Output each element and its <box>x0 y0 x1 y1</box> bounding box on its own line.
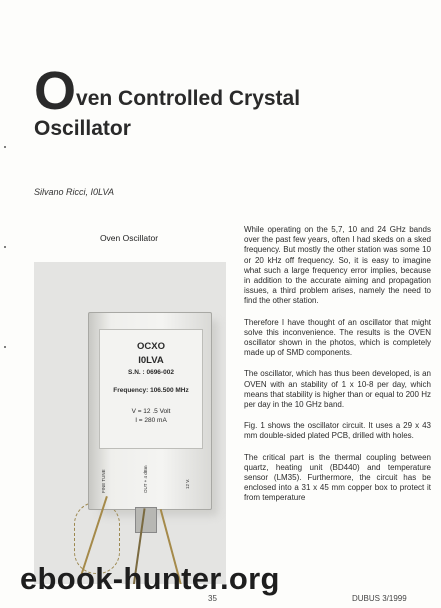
journal-issue: DUBUS 3/1999 <box>352 594 407 603</box>
label-line: V = 12 .5 Volt <box>131 408 171 415</box>
page-number: 35 <box>208 594 217 603</box>
body-paragraph: The oscillator, which has thus been developed, is an OVEN with an stability of 1 x 10-8 per day, which means that stability is higher than or equal to 200 Hz per day in the 10 GHz band. <box>244 369 431 410</box>
oscillator-photo <box>34 262 226 584</box>
label-line: Frequency: 106.500 MHz <box>113 387 189 394</box>
label-line: OCXO <box>137 341 165 352</box>
margin-mark <box>4 346 6 348</box>
article-title <box>34 61 434 142</box>
device-label <box>99 329 203 449</box>
fine-tune-label: FINE TUNE <box>101 469 106 493</box>
label-line: S.N. : 0696-002 <box>128 369 174 376</box>
body-paragraph: The critical part is the thermal coupling between quartz, heating unit (BD440) and temperature sensor (LM35). Furthermore, the circuit has be enclosed into a 31 x 45 mm copper box to protect it from temperature <box>244 452 431 503</box>
body-paragraph: Therefore I have thought of an oscillator that might solve this inconvenience. The results is the OVEN oscillator shown in the photos, which is completely made up of SMD components. <box>244 317 431 358</box>
title-initial: O <box>34 61 76 121</box>
supply-label: 12 V. <box>185 478 190 489</box>
watermark-text: ebook-hunter.org <box>20 561 280 596</box>
figure-caption: Oven Oscillator <box>99 233 159 243</box>
article-body <box>244 225 431 515</box>
margin-mark <box>4 146 6 148</box>
margin-mark <box>4 246 6 248</box>
label-line: I = 280 mA <box>135 417 167 424</box>
body-paragraph: Fig. 1 shows the oscillator circuit. It uses a 29 x 43 mm double-sided plated PCB, drilled with holes. <box>244 421 431 441</box>
ocxo-enclosure <box>88 312 212 510</box>
rf-connector <box>135 507 157 533</box>
title-line-1: ven Controlled Crystal <box>76 87 301 110</box>
label-line: I0LVA <box>138 355 164 366</box>
body-paragraph: While operating on the 5,7, 10 and 24 GHz bands over the past few years, often I had skeds on a sked frequency. But mostly the other station was some 10 or 20 kHz off frequency. So, it is easy to imagine what such a large frequency error implies, because in addition to the accurate aiming and propagation issues, a third problem arises, namely the need to find the other station. <box>244 225 431 306</box>
title-line-2: Oscillator <box>34 117 131 140</box>
out-label: OUT + 4 dBm <box>143 465 148 493</box>
author: Silvano Ricci, I0LVA <box>34 187 115 197</box>
